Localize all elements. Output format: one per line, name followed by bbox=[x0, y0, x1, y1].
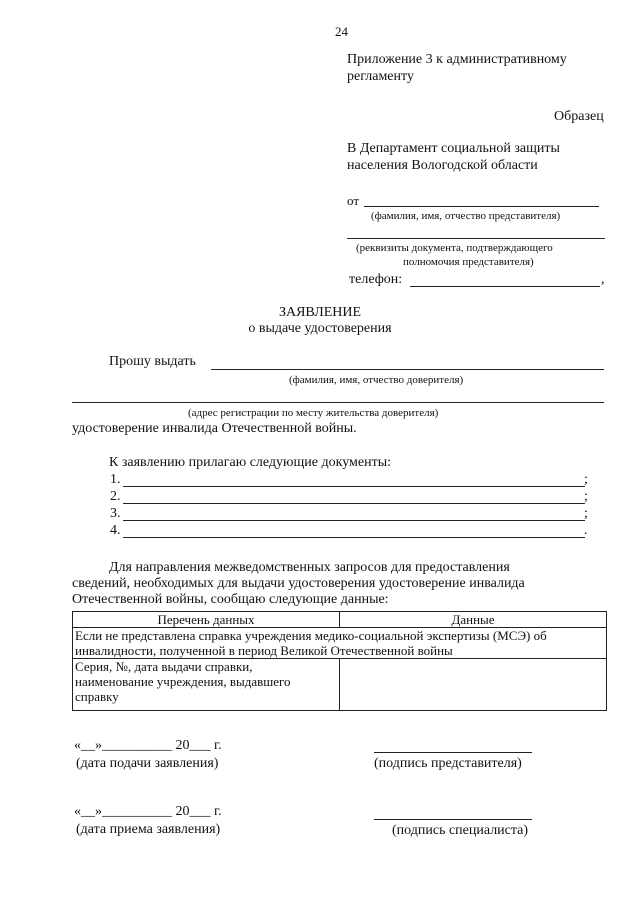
representative-docs-hint-2: полномочия представителя) bbox=[403, 256, 534, 268]
sample-label: Образец bbox=[554, 109, 604, 124]
interagency-line-1: Для направления межведомственных запросов для предоставления bbox=[109, 560, 510, 575]
certificate-text: удостоверение инвалида Отечественной войны. bbox=[72, 421, 357, 436]
representative-name-line[interactable] bbox=[364, 206, 599, 207]
appendix-line-1: Приложение 3 к административному bbox=[347, 52, 567, 67]
principal-address-hint: (адрес регистрации по месту жительства доверителя) bbox=[188, 407, 439, 419]
submit-date-field[interactable]: «__»__________ 20___ г. bbox=[74, 738, 222, 753]
table-label-line: наименование учреждения, выдавшего bbox=[75, 674, 291, 689]
principal-name-hint: (фамилия, имя, отчество доверителя) bbox=[289, 374, 464, 386]
attachment-item-end: ; bbox=[584, 472, 588, 487]
attachment-item-end: . bbox=[584, 523, 588, 538]
request-label: Прошу выдать bbox=[109, 354, 196, 369]
specialist-signature-label: (подпись специалиста) bbox=[392, 823, 529, 838]
submit-date-label: (дата подачи заявления) bbox=[76, 756, 219, 771]
phone-label: телефон: bbox=[349, 272, 403, 287]
document-title: ЗАЯВЛЕНИЕ bbox=[278, 305, 362, 320]
appendix-line-2: регламенту bbox=[347, 69, 414, 84]
representative-signature-label: (подпись представителя) bbox=[374, 756, 522, 771]
principal-name-line[interactable] bbox=[211, 369, 604, 370]
attachment-item-num: 3. bbox=[110, 506, 121, 521]
attachment-item-num: 4. bbox=[110, 523, 121, 538]
principal-address-line[interactable] bbox=[72, 402, 604, 403]
receive-date-field[interactable]: «__»__________ 20___ г. bbox=[74, 804, 222, 819]
specialist-signature-line[interactable] bbox=[374, 819, 532, 820]
representative-name-hint: (фамилия, имя, отчество представителя) bbox=[371, 210, 561, 222]
attachment-item-line[interactable] bbox=[123, 520, 585, 521]
from-prefix: от bbox=[347, 193, 360, 208]
table-header-row bbox=[73, 612, 607, 628]
document-subtitle: о выдаче удостоверения bbox=[248, 321, 392, 336]
table-merged-cell: Если не представлена справка учреждения медико-социальной экспертизы (МСЭ) об инвалидности, полученной в период Великой Отечественной войны bbox=[73, 628, 607, 659]
representative-docs-hint-1: (реквизиты документа, подтверждающего bbox=[356, 242, 553, 254]
addressee-line-1: В Департамент социальной защиты bbox=[347, 141, 560, 156]
table-label-line: справку bbox=[75, 689, 119, 704]
attachment-item-end: ; bbox=[584, 506, 588, 521]
attachment-item-end: ; bbox=[584, 489, 588, 504]
attachment-item-line[interactable] bbox=[123, 503, 585, 504]
interagency-line-3: Отечественной войны, сообщаю следующие данные: bbox=[72, 592, 389, 607]
table-row bbox=[73, 659, 607, 711]
table-row bbox=[73, 628, 607, 659]
interagency-line-2: сведений, необходимых для выдачи удостоверения удостоверение инвалида bbox=[72, 576, 525, 591]
attachment-item-num: 2. bbox=[110, 489, 121, 504]
table-value-cell[interactable] bbox=[340, 659, 607, 711]
phone-line[interactable] bbox=[410, 286, 600, 287]
table-header-cell: Перечень данных bbox=[73, 612, 340, 628]
page-number: 24 bbox=[335, 24, 348, 39]
addressee-line-2: населения Вологодской области bbox=[347, 158, 538, 173]
phone-comma: , bbox=[601, 272, 605, 287]
data-table bbox=[72, 611, 607, 711]
table-header-cell: Данные bbox=[340, 612, 607, 628]
representative-signature-line[interactable] bbox=[374, 752, 532, 753]
representative-docs-line[interactable] bbox=[347, 238, 605, 239]
attachment-item-line[interactable] bbox=[123, 486, 585, 487]
receive-date-label: (дата приема заявления) bbox=[76, 822, 221, 837]
attachments-intro: К заявлению прилагаю следующие документы: bbox=[109, 455, 392, 470]
table-label-cell bbox=[73, 659, 340, 711]
attachment-item-num: 1. bbox=[110, 472, 121, 487]
attachment-item-line[interactable] bbox=[123, 537, 585, 538]
table-label-line: Серия, №, дата выдачи справки, bbox=[75, 659, 253, 674]
